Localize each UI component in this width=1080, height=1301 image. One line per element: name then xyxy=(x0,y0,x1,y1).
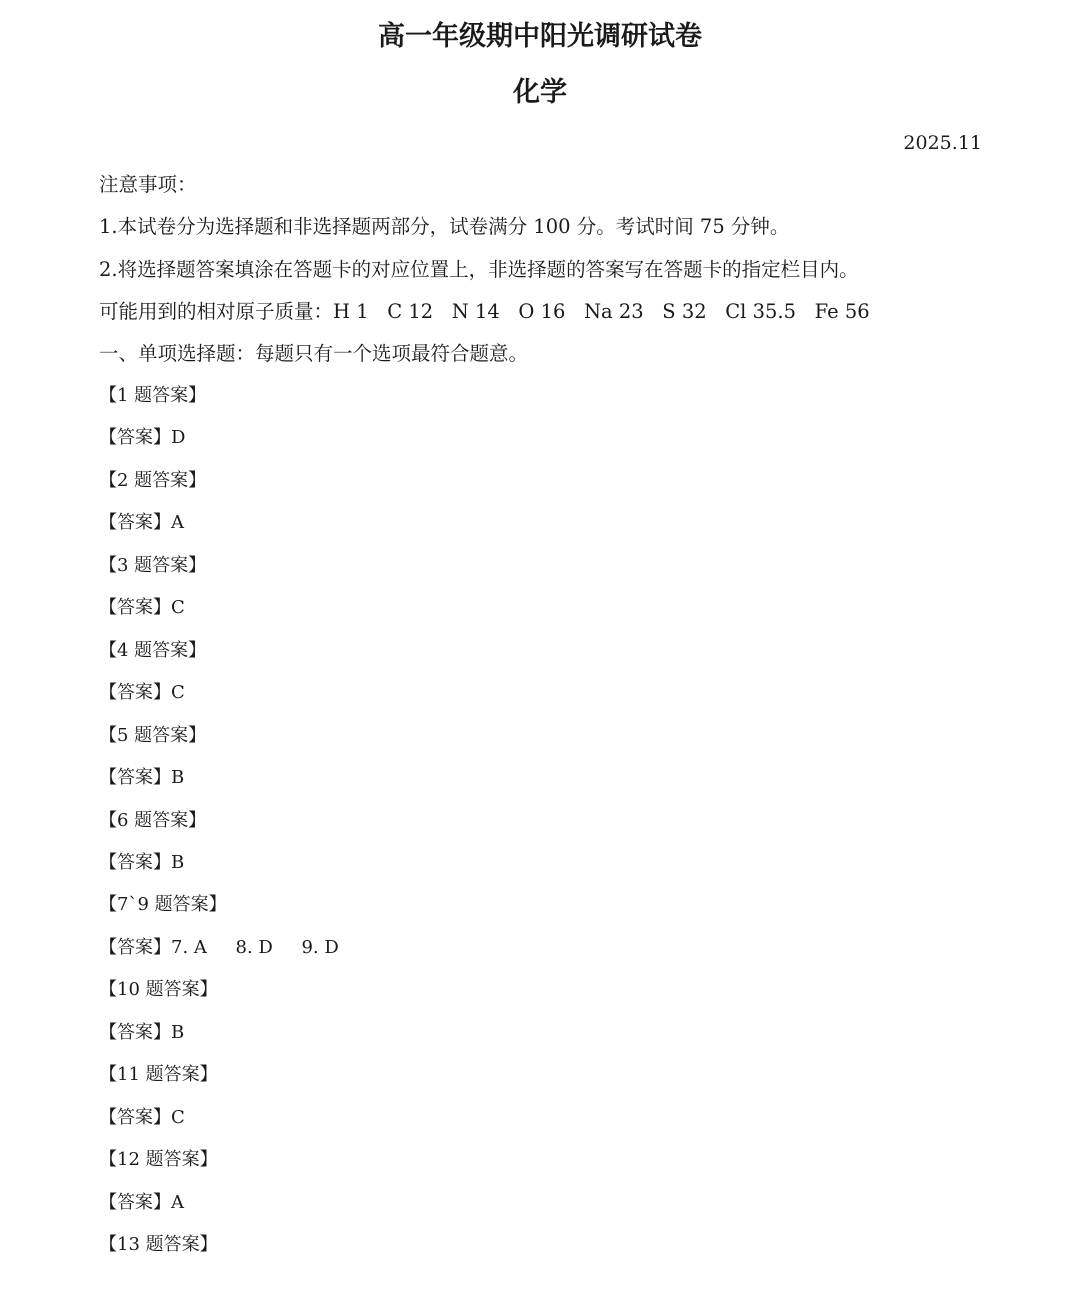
question-header: 【12 题答案】 xyxy=(99,1149,218,1170)
atomic-masses: 可能用到的相对原子质量：H 1 C 12 N 14 O 16 Na 23 S 32 Cl 35.5 Fe 56 xyxy=(99,300,870,323)
answer-line: 【答案】7. A 8. D 9. D xyxy=(99,937,339,958)
question-header: 【13 题答案】 xyxy=(99,1234,218,1255)
exam-title: 高一年级期中阳光调研试卷 xyxy=(378,21,702,52)
answer-line: 【答案】A xyxy=(99,512,184,533)
question-header: 【7`9 题答案】 xyxy=(99,894,227,915)
question-header: 【11 题答案】 xyxy=(99,1064,218,1085)
question-header: 【10 题答案】 xyxy=(99,979,218,1000)
question-header: 【1 题答案】 xyxy=(99,385,207,406)
note-line-2: 2.将选择题答案填涂在答题卡的对应位置上，非选择题的答案写在答题卡的指定栏目内。 xyxy=(99,258,859,281)
notes-heading: 注意事项： xyxy=(99,173,197,196)
note-line-1: 1.本试卷分为选择题和非选择题两部分，试卷满分 100 分。考试时间 75 分钟。 xyxy=(99,215,790,238)
answer-line: 【答案】C xyxy=(99,1107,185,1128)
question-header: 【4 题答案】 xyxy=(99,640,207,661)
question-header: 【5 题答案】 xyxy=(99,725,207,746)
question-header: 【3 题答案】 xyxy=(99,555,207,576)
subject-title: 化学 xyxy=(513,77,567,108)
answer-line: 【答案】B xyxy=(99,1022,185,1043)
answer-line: 【答案】C xyxy=(99,597,185,618)
exam-date: 2025.11 xyxy=(903,132,982,154)
answer-line: 【答案】A xyxy=(99,1192,184,1213)
answer-line: 【答案】B xyxy=(99,852,185,873)
answer-line: 【答案】D xyxy=(99,427,186,448)
question-header: 【2 题答案】 xyxy=(99,470,207,491)
question-header: 【6 题答案】 xyxy=(99,810,207,831)
answer-line: 【答案】C xyxy=(99,682,185,703)
section-title: 一、单项选择题：每题只有一个选项最符合题意。 xyxy=(99,342,529,365)
answer-line: 【答案】B xyxy=(99,767,185,788)
